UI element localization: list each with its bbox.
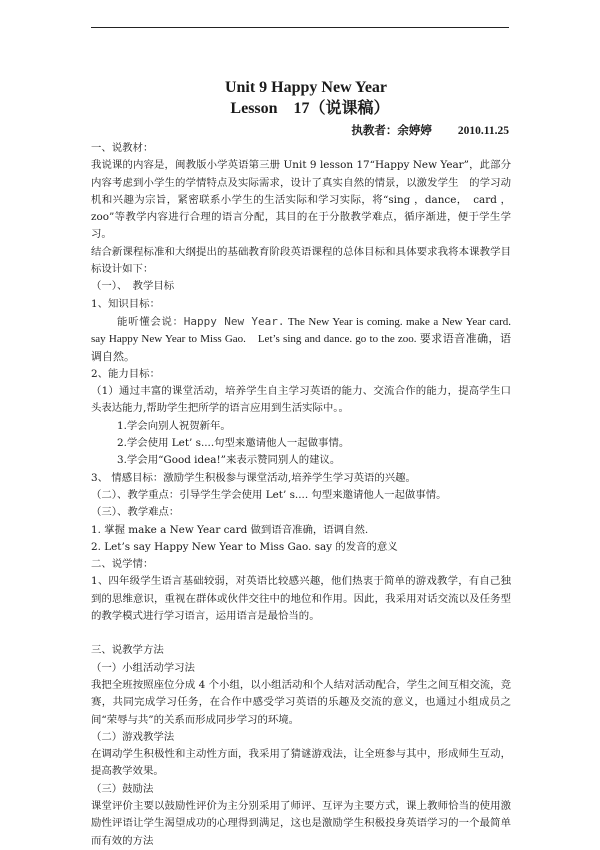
section-heading: 三、说教学方法	[91, 644, 164, 657]
document-body	[91, 78, 522, 850]
document-title: Unit 9 Happy New Year	[224, 79, 388, 96]
paragraph: 1、四年级学生语言基础较弱，对英语比较感兴趣，他们热衷于简单的游戏教学，有自己独到的思维意识，重视在群体或伙伴交往中的地位和作用。因此，我采用对话交流以及任务型的教学模式进行学习语言，运用语言是最恰当的。	[91, 575, 511, 623]
paragraph: 我把全班按照座位分成 4 个小组，以小组活动和个人结对活动配合，学生之间互相交流，竞赛，共同完成学习任务，在合作中感受学习英语的乐趣及交流的意义，也通过小组成员之间“荣辱与共”的关系而形成同步学习的环境。	[91, 678, 511, 726]
knowledge-prefix: 能听懂会说：	[117, 315, 184, 328]
paragraph: （1）通过丰富的课堂活动，培养学生自主学习英语的能力、交流合作的能力，提高学生口头表达能力,帮助学生把所学的语言应用到生活实际中。。	[91, 385, 511, 415]
knowledge-highlight: Happy New Year.	[183, 314, 285, 328]
author-line	[91, 121, 509, 140]
document-date: 2010.11.25	[457, 125, 509, 137]
paragraph: 在调动学生积极性和主动性方面，我采用了猜谜游戏法，让全班参与其中，形成师生互动，提高教学效果。	[91, 748, 511, 778]
list-item: 1. 掌握 make a New Year card 做到语音准确，语调自然.	[91, 523, 369, 536]
paragraph: （二）、教学重点：引导学生学会使用 Let’ s.... 句型来邀请他人一起做事情。	[91, 488, 447, 501]
list-item: 3.学会用“Good idea!”来表示赞同别人的建议。	[117, 454, 341, 467]
document-subtitle: Lesson 17（说课稿）	[230, 100, 390, 117]
list-item: 2.学会使用 Let’ s....句型来邀请他人一起做事情。	[117, 437, 350, 450]
knowledge-rest: The New Year is coming. make a New Year card. say Happy New Year to Miss Gao. Let’s sing and dance. go to the zoo. 要求语音准确，语调自然。	[91, 315, 522, 363]
paragraph: 3、 情感目标：激励学生积极参与课堂活动,培养学生学习英语的兴趣。	[91, 471, 416, 484]
paragraph: 结合新课程标准和大纲提出的基础教育阶段英语课程的总体目标和具体要求我将本课教学目标设计如下：	[91, 245, 511, 276]
section-heading: 二、说学情：	[91, 558, 154, 571]
paragraph: 我说课的内容是，闽教版小学英语第三册 Unit 9 lesson 17“Happy New Year”，此部分内容考虑到小学生的学情特点及实际需求，设计了真实自然的情景，以激发学生 的学习动机和兴趣为宗旨，紧密联系小学生的生活实际和学习实际，将“sing ，dance， card ，zoo”等教学内容进行合理的语言分配，其目的在于分散教学难点，循序渐进，便于学生学习。	[91, 159, 511, 241]
section-heading: 一、说教材：	[91, 142, 154, 154]
author-name: 执教者：余婷婷	[351, 123, 432, 137]
subsection-heading: 2、能力目标：	[91, 367, 160, 380]
header-rule	[91, 27, 509, 28]
subsection-heading: （二）游戏教学法	[91, 730, 175, 743]
spacer	[91, 625, 511, 642]
subsection-heading: （三）鼓励法	[91, 782, 154, 795]
knowledge-paragraph	[91, 313, 522, 366]
subsection-heading: 1、知识目标：	[91, 297, 160, 310]
paragraph: 课堂评价主要以鼓励性评价为主分别采用了师评、互评为主要方式，课上教师恰当的使用激励性评语让学生渴望成功的心理得到满足，这也是激励学生积极投身英语学习的一个最简单而有效的方法	[91, 799, 511, 847]
subsection-heading: （一）、 教学目标	[91, 280, 175, 293]
subsection-heading: （一）小组活动学习法	[91, 661, 195, 674]
subsection-heading: （三）、教学难点：	[91, 506, 180, 519]
list-item: 1.学会向别人祝贺新年。	[117, 419, 231, 432]
list-item: 2. Let’s say Happy New Year to Miss Gao. say 的发音的意义	[91, 540, 398, 553]
